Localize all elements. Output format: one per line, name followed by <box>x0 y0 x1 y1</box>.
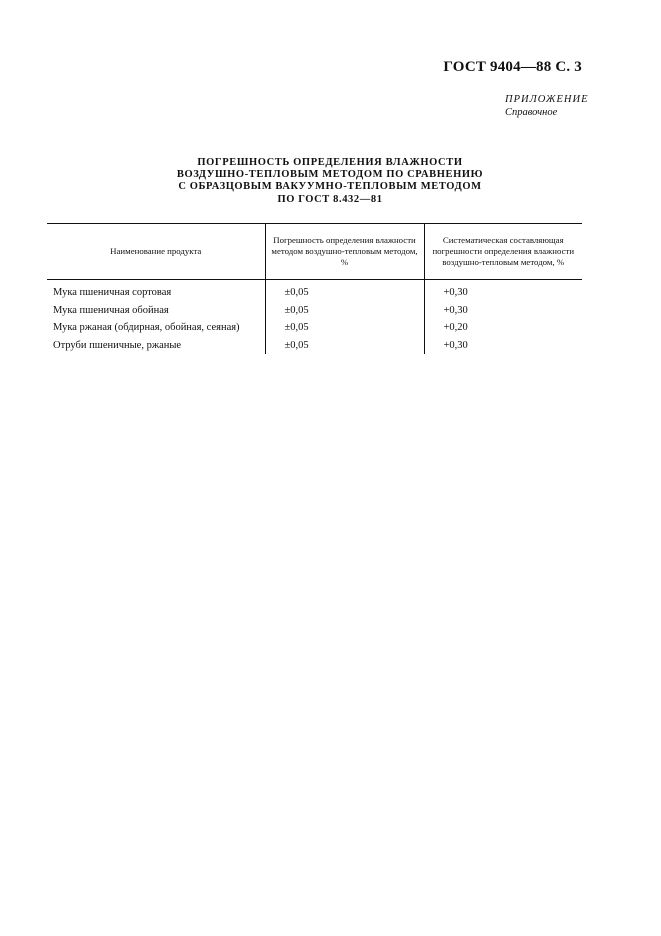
systematic-value: +0,30 <box>424 280 582 302</box>
systematic-value: +0,30 <box>424 302 582 320</box>
table-row <box>47 319 582 337</box>
title-line-2: ВОЗДУШНО-ТЕПЛОВЫМ МЕТОДОМ ПО СРАВНЕНИЮ <box>176 169 484 181</box>
header-product: Наименование продукта <box>47 224 265 280</box>
error-value: ±0,05 <box>265 302 424 320</box>
title-line-3: С ОБРАЗЦОВЫМ ВАКУУМНО-ТЕПЛОВЫМ МЕТОДОМ <box>178 181 482 193</box>
appendix-title: ПРИЛОЖЕНИЕ <box>505 94 589 105</box>
appendix-type: Справочное <box>505 106 558 118</box>
title-line-4: ПО ГОСТ 8.432—81 <box>277 193 383 205</box>
error-value: ±0,05 <box>265 280 424 302</box>
moisture-error-table <box>47 223 582 354</box>
product-name: Мука пшеничная сортовая <box>53 287 172 299</box>
title-line-1: ПОГРЕШНОСТЬ ОПРЕДЕЛЕНИЯ ВЛАЖНОСТИ <box>197 157 463 168</box>
product-name: Мука ржаная (обдирная, обойная, сеяная) <box>53 322 240 334</box>
table-header-row <box>47 224 582 280</box>
header-error: Погрешность определения влажности методом воздушно-тепловым методом, % <box>265 224 424 280</box>
document-title <box>115 157 545 206</box>
table-row <box>47 337 582 355</box>
table-row <box>47 302 582 320</box>
page-header: ГОСТ 9404—88 С. 3 <box>443 59 582 75</box>
table-row <box>47 280 582 302</box>
error-value: ±0,05 <box>265 319 424 337</box>
product-name: Мука пшеничная обойная <box>53 304 169 316</box>
appendix-label <box>505 94 589 119</box>
product-name: Отруби пшеничные, ржаные <box>53 339 182 351</box>
systematic-value: +0,20 <box>424 319 582 337</box>
header-systematic: Систематическая составляющая погрешности определения влажности воздушно-тепловым методом, % <box>424 224 582 280</box>
systematic-value: +0,30 <box>424 337 582 355</box>
error-value: ±0,05 <box>265 337 424 355</box>
